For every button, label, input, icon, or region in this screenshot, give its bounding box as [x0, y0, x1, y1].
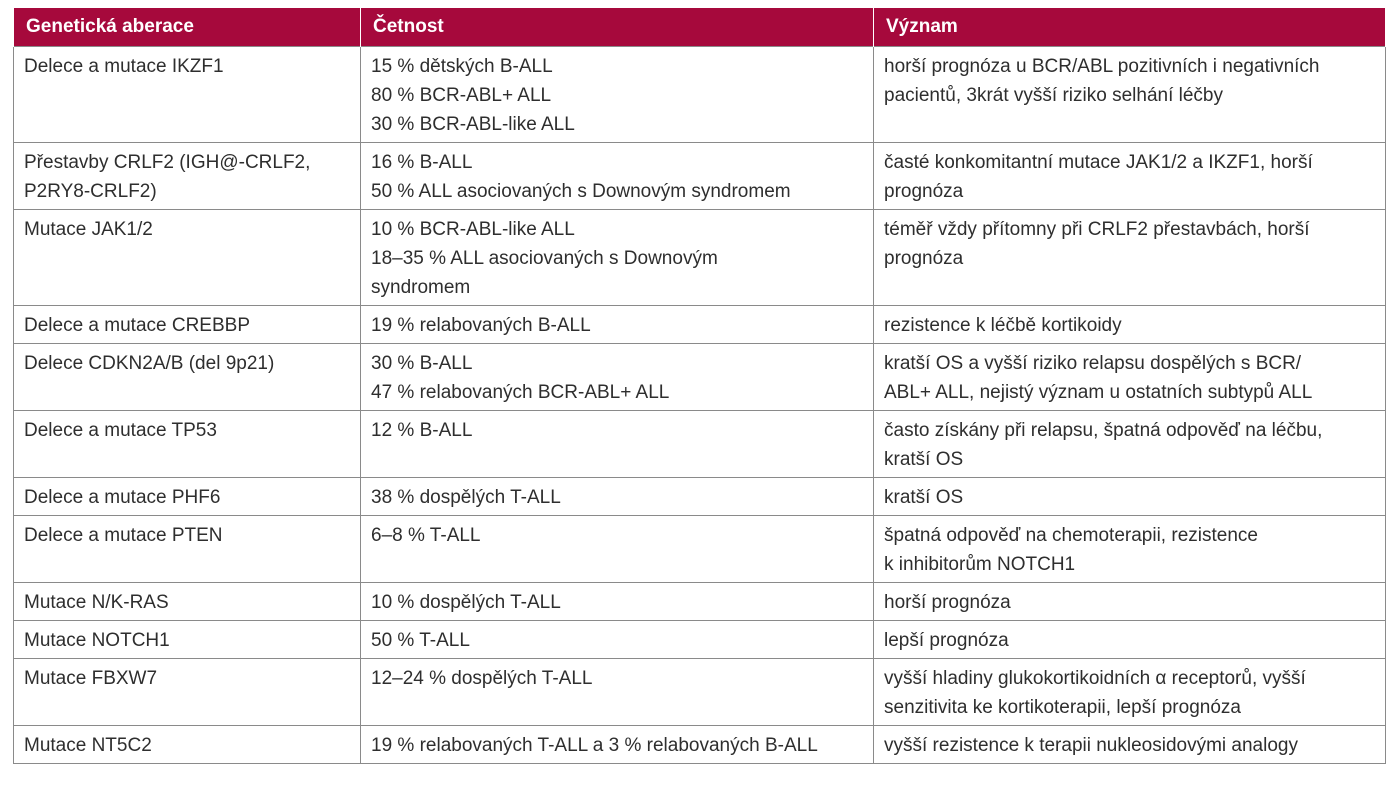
cell-significance-line: prognóza: [884, 248, 964, 269]
cell-significance-line: ABL+ ALL, nejistý význam u ostatních subtypů ALL: [884, 382, 1313, 403]
cell-frequency-line: 30 % B-ALL: [371, 353, 473, 374]
cell-significance-line: lepší prognóza: [884, 630, 1009, 651]
header-row: [14, 8, 1386, 47]
cell-significance-line: kratší OS: [884, 487, 964, 508]
header-significance: Význam: [874, 8, 1386, 47]
cell-frequency: [361, 411, 874, 478]
cell-aberration: [14, 143, 361, 210]
cell-significance: [874, 516, 1386, 583]
cell-aberration-line: Mutace FBXW7: [24, 668, 158, 689]
cell-frequency: [361, 143, 874, 210]
cell-frequency: [361, 726, 874, 764]
cell-significance-line: vyšší hladiny glukokortikoidních α receptorů, vyšší: [884, 668, 1306, 689]
cell-frequency: [361, 306, 874, 344]
table-row: [14, 659, 1386, 726]
cell-significance-line: kratší OS a vyšší riziko relapsu dospělých s BCR/: [884, 353, 1302, 374]
cell-aberration: [14, 583, 361, 621]
cell-significance-line: senzitivita ke kortikoterapii, lepší prognóza: [884, 697, 1241, 718]
cell-significance-line: časté konkomitantní mutace JAK1/2 a IKZF1, horší: [884, 152, 1313, 173]
table-row: [14, 306, 1386, 344]
cell-significance: [874, 306, 1386, 344]
cell-aberration-line: Delece a mutace CREBBP: [24, 315, 250, 336]
cell-aberration-line: Delece CDKN2A/B (del 9p21): [24, 353, 275, 374]
cell-frequency: [361, 344, 874, 411]
cell-frequency-line: 47 % relabovaných BCR-ABL+ ALL: [371, 382, 670, 403]
cell-significance-line: špatná odpověď na chemoterapii, rezistence: [884, 525, 1258, 546]
cell-aberration: [14, 621, 361, 659]
cell-significance: [874, 478, 1386, 516]
cell-aberration-line: Delece a mutace IKZF1: [24, 56, 224, 77]
cell-frequency-line: 16 % B-ALL: [371, 152, 473, 173]
cell-aberration-line: Mutace JAK1/2: [24, 219, 153, 240]
table-row: [14, 143, 1386, 210]
table-row: [14, 583, 1386, 621]
cell-frequency-line: 12 % B-ALL: [371, 420, 473, 441]
cell-aberration: [14, 306, 361, 344]
table-row: [14, 516, 1386, 583]
header-aberration: Genetická aberace: [14, 8, 361, 47]
cell-aberration-line: P2RY8-CRLF2): [24, 181, 157, 202]
cell-significance: [874, 583, 1386, 621]
cell-frequency-line: 15 % dětských B-ALL: [371, 56, 553, 77]
cell-significance-line: k inhibitorům NOTCH1: [884, 554, 1076, 575]
cell-frequency: [361, 659, 874, 726]
cell-frequency-line: 10 % dospělých T-ALL: [371, 592, 561, 613]
cell-frequency: [361, 621, 874, 659]
cell-frequency-line: 30 % BCR-ABL-like ALL: [371, 114, 575, 135]
cell-frequency: [361, 583, 874, 621]
cell-frequency-line: 6–8 % T-ALL: [371, 525, 481, 546]
cell-significance: [874, 344, 1386, 411]
cell-aberration: [14, 344, 361, 411]
cell-significance: [874, 210, 1386, 306]
cell-frequency-line: 38 % dospělých T-ALL: [371, 487, 561, 508]
cell-aberration: [14, 478, 361, 516]
cell-significance: [874, 143, 1386, 210]
cell-significance-line: pacientů, 3krát vyšší riziko selhání léčby: [884, 85, 1223, 106]
cell-significance-line: horší prognóza u BCR/ABL pozitivních i negativních: [884, 56, 1320, 77]
cell-aberration-line: Delece a mutace PTEN: [24, 525, 223, 546]
cell-frequency: [361, 47, 874, 143]
cell-aberration-line: Mutace NOTCH1: [24, 630, 170, 651]
cell-aberration: [14, 516, 361, 583]
cell-significance-line: téměř vždy přítomny při CRLF2 přestavbách, horší: [884, 219, 1310, 240]
cell-significance-line: rezistence k léčbě kortikoidy: [884, 315, 1122, 336]
cell-frequency: [361, 478, 874, 516]
cell-aberration-line: Mutace NT5C2: [24, 735, 152, 756]
cell-aberration-line: Mutace N/K-RAS: [24, 592, 169, 613]
cell-significance-line: horší prognóza: [884, 592, 1011, 613]
genetic-aberration-table: [13, 8, 1386, 764]
cell-aberration: [14, 726, 361, 764]
cell-aberration: [14, 659, 361, 726]
cell-frequency-line: 80 % BCR-ABL+ ALL: [371, 85, 552, 106]
cell-significance: [874, 726, 1386, 764]
cell-significance-line: často získány při relapsu, špatná odpověď na léčbu,: [884, 420, 1323, 441]
cell-frequency-line: 18–35 % ALL asociovaných s Downovým: [371, 248, 718, 269]
cell-frequency-line: 50 % T-ALL: [371, 630, 470, 651]
cell-aberration: [14, 411, 361, 478]
table-row: [14, 411, 1386, 478]
cell-frequency-line: syndromem: [371, 277, 471, 298]
cell-aberration-line: Přestavby CRLF2 (IGH@-CRLF2,: [24, 152, 311, 173]
cell-aberration: [14, 47, 361, 143]
table-row: [14, 621, 1386, 659]
cell-aberration-line: Delece a mutace PHF6: [24, 487, 221, 508]
cell-significance-line: vyšší rezistence k terapii nukleosidovými analogy: [884, 735, 1298, 756]
cell-significance-line: prognóza: [884, 181, 964, 202]
cell-significance: [874, 659, 1386, 726]
cell-frequency: [361, 210, 874, 306]
cell-frequency-line: 50 % ALL asociovaných s Downovým syndromem: [371, 181, 791, 202]
cell-significance: [874, 47, 1386, 143]
cell-aberration: [14, 210, 361, 306]
cell-significance: [874, 411, 1386, 478]
table-row: [14, 726, 1386, 764]
aberration-table-container: [13, 8, 1385, 764]
table-row: [14, 210, 1386, 306]
table-row: [14, 478, 1386, 516]
table-row: [14, 47, 1386, 143]
cell-frequency-line: 12–24 % dospělých T-ALL: [371, 668, 593, 689]
cell-significance: [874, 621, 1386, 659]
table-row: [14, 344, 1386, 411]
cell-frequency: [361, 516, 874, 583]
table-body: [14, 47, 1386, 764]
cell-frequency-line: 10 % BCR-ABL-like ALL: [371, 219, 575, 240]
cell-frequency-line: 19 % relabovaných T-ALL a 3 % relabovaných B-ALL: [371, 735, 818, 756]
table-header: [14, 8, 1386, 47]
header-frequency: Četnost: [361, 8, 874, 47]
cell-aberration-line: Delece a mutace TP53: [24, 420, 217, 441]
cell-frequency-line: 19 % relabovaných B-ALL: [371, 315, 591, 336]
cell-significance-line: kratší OS: [884, 449, 964, 470]
